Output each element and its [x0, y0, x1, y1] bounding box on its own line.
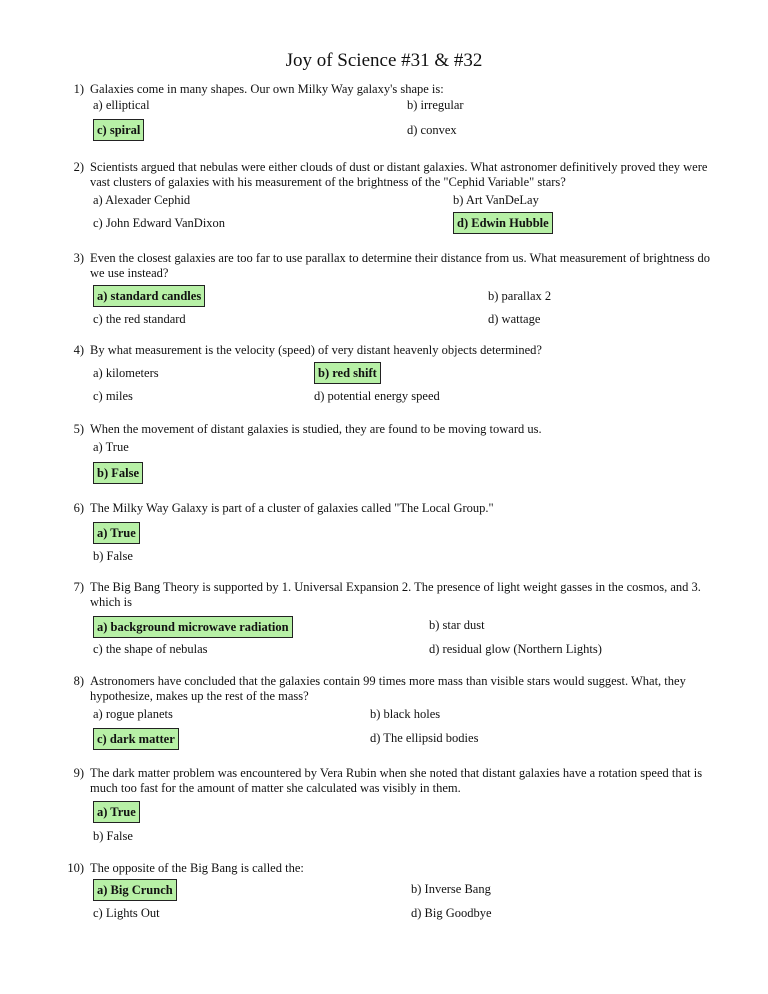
question-number: 2)	[73, 160, 84, 174]
question-text: Scientists argued that nebulas were either clouds of dust or distant galaxies. What astronomer definitively proved they were vast clusters of galaxies with his measurement of the brightness of the "Cephid Variable" stars?	[90, 160, 708, 189]
option-a-correct-answer: a) Big Crunch	[93, 879, 177, 901]
question-number: 10)	[67, 861, 84, 875]
question-number: 3)	[73, 251, 84, 265]
option-a-correct-answer: a) background microwave radiation	[93, 616, 293, 638]
option-a: a) Alexader Cephid	[93, 193, 191, 207]
option-a-correct-answer: a) standard candles	[93, 285, 205, 307]
option-b: b) False	[93, 829, 133, 843]
question-text: Galaxies come in many shapes. Our own Milky Way galaxy's shape is:	[90, 82, 444, 96]
option-b: b) False	[93, 549, 133, 563]
option-b-correct-answer: b) False	[93, 462, 143, 484]
option-a-correct-answer: a) True	[93, 801, 140, 823]
question-text: Even the closest galaxies are too far to use parallax to determine their distance from us. What measurement of brightness do we use instead?	[90, 251, 711, 280]
question-text: By what measurement is the velocity (speed) of very distant heavenly objects determined?	[90, 343, 542, 357]
option-d: d) residual glow (Northern Lights)	[429, 642, 602, 656]
option-a: a) kilometers	[93, 366, 159, 380]
option-a: a) rogue planets	[93, 707, 173, 721]
question-text: When the movement of distant galaxies is studied, they are found to be moving toward us.	[90, 422, 542, 436]
option-b: b) parallax 2	[488, 289, 552, 303]
option-c: c) the red standard	[93, 312, 186, 326]
option-d: d) convex	[407, 123, 457, 137]
question-number: 4)	[73, 343, 84, 357]
question-text: The Big Bang Theory is supported by 1. Universal Expansion 2. The presence of light weight gasses in the cosmos, and 3. which is	[90, 580, 701, 609]
question-text: Astronomers have concluded that the galaxies contain 99 times more mass than visible stars would suggest. What, they hypothesize, makes up the rest of the mass?	[90, 674, 686, 703]
option-b-correct-answer: b) red shift	[314, 362, 381, 384]
question-number: 8)	[73, 674, 84, 688]
option-c-correct-answer: c) spiral	[93, 119, 144, 141]
option-c: c) Lights Out	[93, 906, 160, 920]
option-a-correct-answer: a) True	[93, 522, 140, 544]
option-b: b) star dust	[429, 618, 485, 632]
question-number: 6)	[73, 501, 84, 515]
option-c: c) the shape of nebulas	[93, 642, 208, 656]
option-d: d) The ellipsid bodies	[370, 731, 479, 745]
option-b: b) irregular	[407, 98, 464, 112]
option-b: b) Art VanDeLay	[453, 193, 539, 207]
option-c-correct-answer: c) dark matter	[93, 728, 179, 750]
option-a: a) True	[93, 440, 129, 454]
question-number: 1)	[73, 82, 84, 96]
option-d: d) Big Goodbye	[411, 906, 492, 920]
question-text: The dark matter problem was encountered by Vera Rubin when she noted that distant galaxies have a rotation speed that is much too fast for the amount of matter she calculated was visibly in them.	[90, 766, 703, 795]
option-d: d) wattage	[488, 312, 541, 326]
question-number: 9)	[73, 766, 84, 780]
option-d: d) potential energy speed	[314, 389, 440, 403]
page-title: Joy of Science #31 & #32	[285, 50, 483, 71]
option-b: b) black holes	[370, 707, 441, 721]
question-text: The Milky Way Galaxy is part of a cluster of galaxies called "The Local Group."	[90, 501, 494, 515]
option-c: c) John Edward VanDixon	[93, 216, 226, 230]
question-number: 5)	[73, 422, 84, 436]
option-c: c) miles	[93, 389, 133, 403]
question-number: 7)	[73, 580, 84, 594]
option-a: a) elliptical	[93, 98, 150, 112]
question-text: The opposite of the Big Bang is called the:	[90, 861, 304, 875]
option-b: b) Inverse Bang	[411, 882, 491, 896]
option-d-correct-answer: d) Edwin Hubble	[453, 212, 553, 234]
